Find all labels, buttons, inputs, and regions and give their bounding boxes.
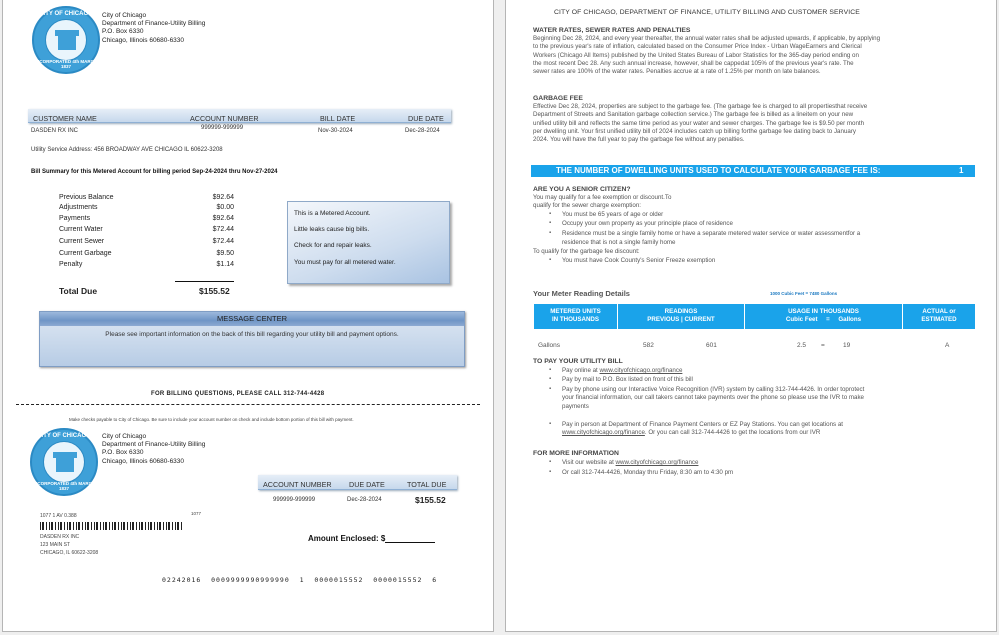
amount-enclosed-field[interactable]	[385, 542, 435, 543]
more-call-item: Or call 312-744-4426, Monday thru Friday, 8:30 am to 4:30 pm	[562, 469, 734, 476]
senior-intro: You may qualify for a fee exemption or discount.To	[533, 194, 672, 201]
check-instructions: Make checks payable to City of Chicago. Be sure to include your account number on check and include bottom portion of this bill with payment.	[69, 417, 354, 422]
postal-barcode	[40, 522, 182, 530]
seal-top-text: CITY OF CHICAGO	[39, 11, 93, 17]
customer-name: DASDEN RX INC	[31, 128, 79, 134]
stub-total-due: $155.52	[415, 495, 446, 505]
garbage-fee-heading: GARBAGE FEE	[533, 95, 583, 102]
sender-line: P.O. Box 6330	[102, 28, 144, 36]
message-center-body: Please see important information on the back of this bill regarding your utility bill and payment options.	[105, 331, 399, 338]
summary-row: Payments $92.64	[59, 215, 234, 222]
pay-heading: TO PAY YOUR UTILITY BILL	[533, 358, 623, 365]
total-due-amount: $155.52	[199, 286, 230, 296]
summary-row: Current Sewer $72.44	[59, 238, 234, 245]
seal-top-text: CITY OF CHICAGO	[37, 433, 91, 439]
meter-equals: =	[821, 342, 825, 349]
due-date-label: DUE DATE	[408, 114, 444, 123]
account-number: 999999-999999	[201, 125, 244, 131]
senior-sewer-item: Residence must be a single family home or have a separate metered water service or water assessmentfor a	[562, 230, 861, 237]
pay-phone-item: Pay by phone using our Interactive Voice Recognition (IVR) system by calling 312-744-4426. In order toprotect your financial information, our call takers cannot take payments over the phone so please use the IVR to make payments	[562, 386, 865, 410]
mailing-address: DASDEN RX INC 123 MAIN ST CHICAGO, IL 60622-3208	[40, 534, 99, 556]
stub-total-due-label: TOTAL DUE	[407, 480, 447, 489]
meter-current-reading: 601	[706, 342, 717, 349]
message-center-title: MESSAGE CENTER	[40, 312, 464, 326]
stub-account-number-label: ACCOUNT NUMBER	[263, 480, 332, 489]
senior-garbage-item: You must have Cook County's Senior Freeze exemption	[562, 257, 716, 264]
dwelling-units-bar	[531, 165, 975, 177]
account-header-band	[28, 109, 451, 123]
mail-code-right: 1077	[191, 511, 202, 516]
seal-bottom-text: INCORPORATED 4th MARCH 1837	[32, 481, 96, 491]
garbage-fee-text: Effective Dec 28, 2024, properties are subject to the garbage fee. (The garbage fee is charged to all propertiesthat receive Department of Streets and Sanitation garbage collection service.) The garbage fee is billed as a lineitem on your new unified utility bill and reflects the same time period as your water and sewer charges. The garbage fee is $9.50 per month per dwelling unit. Your first unified utility bill of 2024 includes catch up billing forthe garbage fee dating back to January 2024. You will have the full year to pay the garbage fee without any penalties.	[533, 103, 868, 144]
senior-sewer-item: Occupy your own property as your principle place of residence	[562, 220, 733, 227]
tear-line	[16, 404, 480, 405]
water-rates-text: Beginning Dec 28, 2024, and every year thereafter, the annual water rates shall be adjusted upwards, if applicable, by applying to the previous year's rate of inflation, calculated based on the Consumer Price Index - Urban WageEarners and Clerical Workers (Chicago All Items) published by the United States Bureau of Labor Statistics for the 365-day period ending on the most recent Dec 28. Any such annual increase, however, shall be cappedat 105% of the previous year's rate. The sewer rates are 100% of the water rates. Penalties accrue at a rate of 1.25% per month on late balances.	[533, 35, 881, 76]
metered-account-notice	[287, 201, 450, 284]
sender-address	[102, 12, 205, 45]
notice-line: This is a Metered Account.	[294, 210, 371, 217]
meter-previous-reading: 582	[643, 342, 654, 349]
ocr-scanline: 02242016 0009999990999990 1 0000015552 0000015552 6	[162, 576, 438, 584]
sender-line: City of Chicago	[102, 12, 147, 19]
amount-enclosed	[308, 534, 435, 543]
notice-line: Little leaks cause big bills.	[294, 226, 370, 233]
due-date: Dec-28-2024	[405, 128, 440, 134]
sender-line: Chicago, Illinois 60680-6330	[102, 36, 185, 44]
meter-heading: Your Meter Reading Details	[533, 289, 630, 298]
meter-actual-estimated: A	[945, 342, 950, 349]
stub-account-number: 999999-999999	[273, 497, 316, 503]
total-divider	[175, 281, 234, 282]
customer-name-label: CUSTOMER NAME	[33, 114, 97, 123]
water-rates-heading: WATER RATES, SEWER RATES AND PENALTIES	[533, 27, 691, 34]
city-seal-logo	[32, 6, 100, 74]
summary-row: Previous Balance $92.64	[59, 194, 234, 201]
bill-date-label: BILL DATE	[320, 114, 356, 123]
stub-sender-address: City of Chicago Department of Finance-Utility Billing P.O. Box 6330 Chicago, Illinois 60680-6330	[102, 433, 206, 465]
summary-row: Adjustments $0.00	[59, 204, 234, 211]
amount-enclosed-label: Amount Enclosed: $	[308, 534, 386, 543]
message-center	[39, 311, 465, 367]
back-page-title: CITY OF CHICAGO, DEPARTMENT OF FINANCE, UTILITY BILLING AND CUSTOMER SERVICE	[554, 9, 860, 16]
summary-row: Current Water $72.44	[59, 226, 234, 233]
summary-row: Current Garbage $9.50	[59, 250, 234, 257]
dwelling-units-value: 1	[959, 166, 964, 175]
senior-sewer-item: residence that is not a single family home	[562, 239, 676, 246]
senior-garbage-intro: To qualify for the garbage fee discount:	[533, 248, 640, 255]
meter-col-actual: ACTUAL or ESTIMATED	[903, 304, 975, 329]
senior-heading: ARE YOU A SENIOR CITIZEN?	[533, 186, 631, 193]
meter-usage-gallons: 19	[843, 342, 851, 349]
total-due-label: Total Due	[59, 286, 98, 296]
notice-line: You must pay for all metered water.	[294, 259, 396, 266]
meter-units-value: Gallons	[538, 342, 561, 349]
senior-intro: qualify for the sewer charge exemption:	[533, 202, 641, 209]
meter-col-readings: READINGS PREVIOUS | CURRENT	[618, 304, 744, 329]
more-visit-item: Visit our website at www.cityofchicago.org/finance	[562, 459, 699, 466]
bill-summary-title: Bill Summary for this Metered Account for billing period Sep-24-2024 thru Nov-27-2024	[31, 169, 278, 175]
sender-line: Department of Finance-Utility Billing	[102, 20, 206, 28]
pay-person-item: Pay in person at Department of Finance Payment Centers or EZ Pay Stations. You can get locations at www.cityofchicago.org/finance. Or you can call 312-744-4426 to get the locations from our IVR	[562, 421, 843, 437]
city-seal-logo-stub	[30, 428, 98, 496]
stub-due-date: Dec-28-2024	[347, 497, 382, 503]
stub-due-date-label: DUE DATE	[349, 480, 385, 489]
summary-row: Penalty $1.14	[59, 261, 234, 268]
finance-link[interactable]: www.cityofchicago.org/finance	[562, 429, 645, 437]
finance-link[interactable]: www.cityofchicago.org/finance	[615, 459, 699, 466]
pay-online-item: Pay online at www.cityofchicago.org/finance	[562, 367, 683, 374]
senior-sewer-item: You must be 65 years of age or older	[562, 211, 664, 218]
mail-code: 1077 1 AV 0.388	[40, 513, 77, 519]
bill-date: Nov-30-2024	[318, 128, 353, 134]
meter-usage-cubic-feet: 2.5	[797, 342, 807, 349]
service-address: Utility Service Address: 456 BROADWAY AVE CHICAGO IL 60622-3208	[31, 147, 223, 153]
account-number-label: ACCOUNT NUMBER	[190, 114, 259, 123]
meter-conversion-note: 1000 Cubic Feet = 7480 Gallons	[770, 291, 838, 296]
dwelling-units-label: THE NUMBER OF DWELLING UNITS USED TO CALCULATE YOUR GARBAGE FEE IS:	[556, 166, 881, 175]
notice-line: Check for and repair leaks.	[294, 242, 372, 249]
meter-col-units: METERED UNITS IN THOUSANDS	[534, 304, 617, 329]
stub-header-band	[258, 475, 457, 490]
seal-bottom-text: INCORPORATED 4th MARCH 1837	[34, 59, 98, 69]
finance-link[interactable]: www.cityofchicago.org/finance	[599, 367, 683, 374]
meter-col-usage: USAGE IN THOUSANDS Cubic Feet = Gallons	[745, 304, 902, 329]
more-info-heading: FOR MORE INFORMATION	[533, 450, 619, 457]
billing-questions-phone: FOR BILLING QUESTIONS, PLEASE CALL 312-744-4428	[151, 391, 325, 397]
pay-mail-item: Pay by mail to P.O. Box listed on front of this bill	[562, 376, 693, 383]
